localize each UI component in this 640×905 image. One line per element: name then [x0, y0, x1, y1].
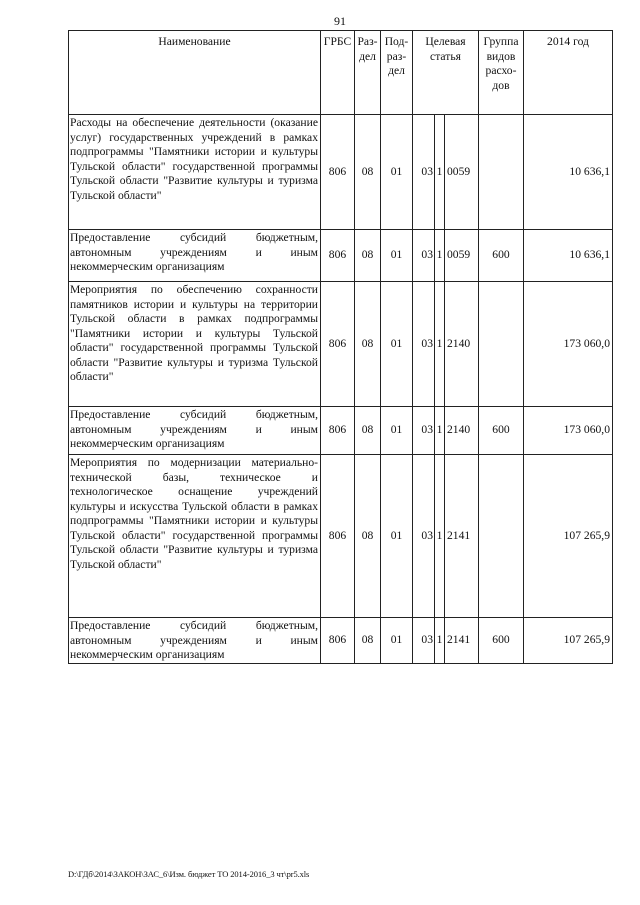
target-article-part2-cell: 1 — [435, 407, 445, 455]
header-grbs: ГРБС — [321, 31, 355, 115]
podrazdel-cell: 01 — [381, 407, 413, 455]
expense-group-cell — [479, 455, 524, 618]
podrazdel-cell: 01 — [381, 618, 413, 664]
podrazdel-cell: 01 — [381, 455, 413, 618]
target-article-part3-cell: 2141 — [445, 618, 479, 664]
target-article-part2-cell: 1 — [435, 230, 445, 282]
row-name-cell: Расходы на обеспечение деятельности (оказание услуг) государственных учреждений в рамках подпрограммы "Памятники истории и культуры Тульской области" государственной программы Тульской области "Развитие культуры и туризма Тульской области" — [69, 115, 321, 230]
grbs-cell: 806 — [321, 455, 355, 618]
razdel-cell: 08 — [355, 115, 381, 230]
target-article-part2-cell: 1 — [435, 618, 445, 664]
target-article-part1-cell: 03 — [413, 455, 435, 618]
amount-cell: 173 060,0 — [524, 282, 613, 407]
expense-group-cell: 600 — [479, 230, 524, 282]
row-name-cell: Мероприятия по обеспечению сохранности памятников истории и культуры на территории Тульской области в рамках подпрограммы "Памятники истории и культуры Тульской области" государственной программы Тульской области "Развитие культуры и туризма Тульской области" — [69, 282, 321, 407]
expense-group-cell — [479, 115, 524, 230]
grbs-cell: 806 — [321, 115, 355, 230]
razdel-cell: 08 — [355, 618, 381, 664]
row-name-cell: Предоставление субсидий бюджетным, автономным учреждениям и иным некоммерческим организациям — [69, 230, 321, 282]
podrazdel-cell: 01 — [381, 282, 413, 407]
header-razdel: Раз- дел — [355, 31, 381, 115]
expense-group-cell: 600 — [479, 618, 524, 664]
header-expense-group: Группа видов расхо- дов — [479, 31, 524, 115]
header-row — [69, 31, 613, 115]
razdel-cell: 08 — [355, 407, 381, 455]
grbs-cell: 806 — [321, 407, 355, 455]
expense-group-cell: 600 — [479, 407, 524, 455]
amount-cell: 10 636,1 — [524, 115, 613, 230]
target-article-part3-cell: 0059 — [445, 115, 479, 230]
row-name-cell: Мероприятия по модернизации материально-технической базы, техническое и технологическое оснащение учреждений культуры и искусства Тульской области в рамках подпрограммы "Памятники истории и культуры Тульской области" государственной программы Тульской области "Развитие культуры и туризма Тульской области" — [69, 455, 321, 618]
target-article-part3-cell: 2140 — [445, 282, 479, 407]
table-row — [69, 282, 613, 407]
table-body — [69, 115, 613, 664]
header-target-article: Целевая статья — [413, 31, 479, 115]
target-article-part1-cell: 03 — [413, 618, 435, 664]
target-article-part1-cell: 03 — [413, 407, 435, 455]
amount-cell: 10 636,1 — [524, 230, 613, 282]
razdel-cell: 08 — [355, 230, 381, 282]
podrazdel-cell: 01 — [381, 115, 413, 230]
grbs-cell: 806 — [321, 618, 355, 664]
razdel-cell: 08 — [355, 282, 381, 407]
target-article-part2-cell: 1 — [435, 455, 445, 618]
header-year-2014: 2014 год — [524, 31, 613, 115]
target-article-part1-cell: 03 — [413, 115, 435, 230]
target-article-part2-cell: 1 — [435, 282, 445, 407]
expense-group-cell — [479, 282, 524, 407]
podrazdel-cell: 01 — [381, 230, 413, 282]
header-podrazdel: Под- раз- дел — [381, 31, 413, 115]
file-path-footer: D:\ГДб\2014\ЗАКОН\ЗАС_6\Изм. бюджет ТО 2014-2016_3 чт\pr5.xls — [68, 869, 310, 879]
table-row — [69, 455, 613, 618]
row-name-cell: Предоставление субсидий бюджетным, автономным учреждениям и иным некоммерческим организациям — [69, 407, 321, 455]
grbs-cell: 806 — [321, 282, 355, 407]
target-article-part3-cell: 2141 — [445, 455, 479, 618]
amount-cell: 107 265,9 — [524, 455, 613, 618]
razdel-cell: 08 — [355, 455, 381, 618]
table-row — [69, 230, 613, 282]
table-row — [69, 407, 613, 455]
target-article-part1-cell: 03 — [413, 282, 435, 407]
amount-cell: 107 265,9 — [524, 618, 613, 664]
page-number: 91 — [334, 14, 346, 28]
target-article-part3-cell: 2140 — [445, 407, 479, 455]
target-article-part3-cell: 0059 — [445, 230, 479, 282]
target-article-part1-cell: 03 — [413, 230, 435, 282]
header-name: Наименование — [69, 31, 321, 115]
amount-cell: 173 060,0 — [524, 407, 613, 455]
target-article-part2-cell: 1 — [435, 115, 445, 230]
budget-table — [68, 30, 613, 664]
table-row — [69, 115, 613, 230]
grbs-cell: 806 — [321, 230, 355, 282]
table-row — [69, 618, 613, 664]
row-name-cell: Предоставление субсидий бюджетным, автономным учреждениям и иным некоммерческим организациям — [69, 618, 321, 664]
